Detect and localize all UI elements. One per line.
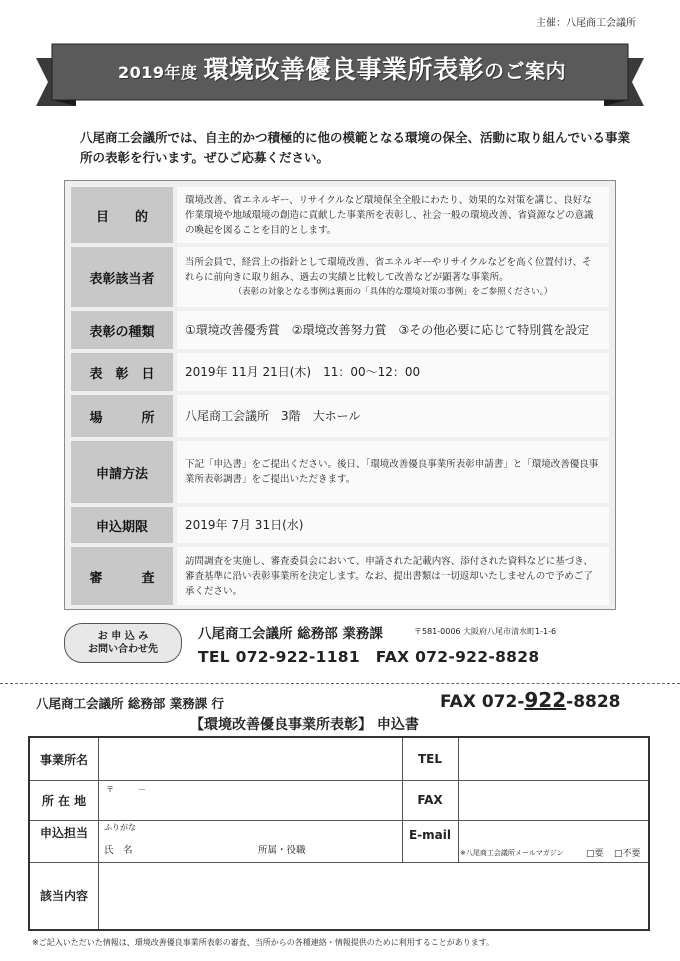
info-row-review	[71, 547, 609, 605]
info-row-deadline	[71, 507, 609, 543]
info-value: 2019年 7月 31日(水)	[177, 507, 609, 543]
contact-org: 八尾商工会議所 総務部 業務課	[198, 626, 383, 642]
content-field[interactable]	[100, 864, 646, 927]
dept-label: 所属・役職	[258, 845, 306, 856]
info-label: 場 所	[71, 395, 173, 437]
info-row-award-types	[71, 311, 609, 349]
form-fax-number: FAX 072-922-8828	[440, 688, 621, 712]
contact-person-label: 申込担当	[39, 825, 88, 840]
info-value: 下記「申込書」をご提出ください。後日、「環境改善優良事業所表彰申請書」と「環境改善優良事業所表彰調書」をご提出いただきます。	[177, 441, 609, 503]
form-title: 【環境改善優良事業所表彰】 申込書	[190, 717, 419, 733]
info-label: 申込期限	[71, 507, 173, 543]
cut-line	[0, 683, 680, 684]
postal-mark: 〒 －	[106, 785, 146, 794]
contact-badge: お 申 込 み お問い合わせ先	[64, 623, 182, 663]
info-value: 環境改善、省エネルギー、リサイクルなど環境保全全般にわたり、効果的な対策を講じ、良好な作業環境や地域環境の創造に貢献した事業所を表彰し、社会一般の環境改善、省資源などの意識の喚起を図ることを目的とします。	[177, 187, 609, 243]
banner-year: 2019年度	[117, 63, 198, 82]
company-label: 事業所名	[39, 752, 88, 767]
info-value: 当所会員で、経営上の指針として環境改善、省エネルギーやリサイクルなどを高く位置付け、それらに前向きに取り組み、過去の実績と比較して改善などが顕著な事業所。 （表彰の対象となる事例は裏面の「具体的な環境対策の事例」をご参照ください。）	[177, 247, 609, 307]
magazine-label: ※八尾商工会議所メールマガジン	[460, 849, 564, 857]
contact-address: 〒581-0006 大阪府八尾市清水町1-1-6	[414, 627, 557, 636]
info-label: 審 査	[71, 547, 173, 605]
info-value: 八尾商工会議所 3階 大ホール	[177, 395, 609, 437]
furigana-label: ふりがな	[104, 823, 136, 832]
tel-field[interactable]	[460, 740, 646, 778]
info-value: ①環境改善優秀賞 ②環境改善努力賞 ③その他必要に応じて特別賞を設定	[177, 311, 609, 349]
name-label: 氏 名	[104, 845, 133, 856]
magazine-no-checkbox[interactable]: □不要	[614, 849, 641, 859]
email-label: E-mail	[408, 828, 451, 842]
info-note: （表彰の対象となる事例は裏面の「具体的な環境対策の事例」をご参照ください。）	[233, 286, 553, 297]
form-recipient: 八尾商工会議所 総務部 業務課 行	[36, 696, 225, 711]
company-field[interactable]	[100, 740, 400, 778]
contact-tel-fax: TEL 072-922-1181 FAX 072-922-8828	[198, 648, 540, 666]
info-row-venue	[71, 395, 609, 437]
info-value: 2019年 11月 21日(木) 11：00〜12：00	[177, 353, 609, 391]
magazine-yes-checkbox[interactable]: □要	[586, 849, 604, 859]
banner-main-title: 環境改善優良事業所表彰	[203, 55, 485, 84]
info-row-eligibility	[71, 247, 609, 307]
content-label: 該当内容	[39, 889, 88, 903]
info-row-method	[71, 441, 609, 503]
address-label: 所 在 地	[41, 793, 87, 808]
organizer-label: 主催：八尾商工会議所	[536, 18, 636, 29]
email-field[interactable]	[460, 822, 646, 846]
name-field[interactable]	[100, 832, 400, 860]
intro-text: 八尾商工会議所では、自主的かつ積極的に他の模範となる環境の保全、活動に取り組んでいる事業所の表彰を行います。ぜひご応募ください。	[80, 130, 631, 165]
tel-label: TEL	[417, 752, 443, 766]
info-value: 訪問調査を実施し、審査委員会において、申請された記載内容、添付された資料などに基づき、審査基準に沿い表彰事業所を決定します。なお、提出書類は一切返却いたしませんので予めご了承ください。	[177, 547, 609, 605]
fax-field[interactable]	[460, 782, 646, 818]
info-label: 申請方法	[71, 441, 173, 503]
banner-title	[52, 50, 632, 96]
info-table	[64, 180, 616, 610]
banner-suffix: のご案内	[484, 59, 567, 83]
info-label: 表彰該当者	[71, 247, 173, 307]
fax-label: FAX	[417, 793, 443, 807]
info-row-date	[71, 353, 609, 391]
info-label: 表 彰 日	[71, 353, 173, 391]
footnote: ※ご記入いただいた情報は、環境改善優良事業所表彰の審査、当所からの各種連絡・情報提供のために利用することがあります。	[32, 938, 495, 947]
info-row-purpose	[71, 187, 609, 243]
application-form	[28, 736, 650, 931]
info-label: 表彰の種類	[71, 311, 173, 349]
info-label: 目 的	[71, 187, 173, 243]
address-field[interactable]	[100, 782, 400, 818]
